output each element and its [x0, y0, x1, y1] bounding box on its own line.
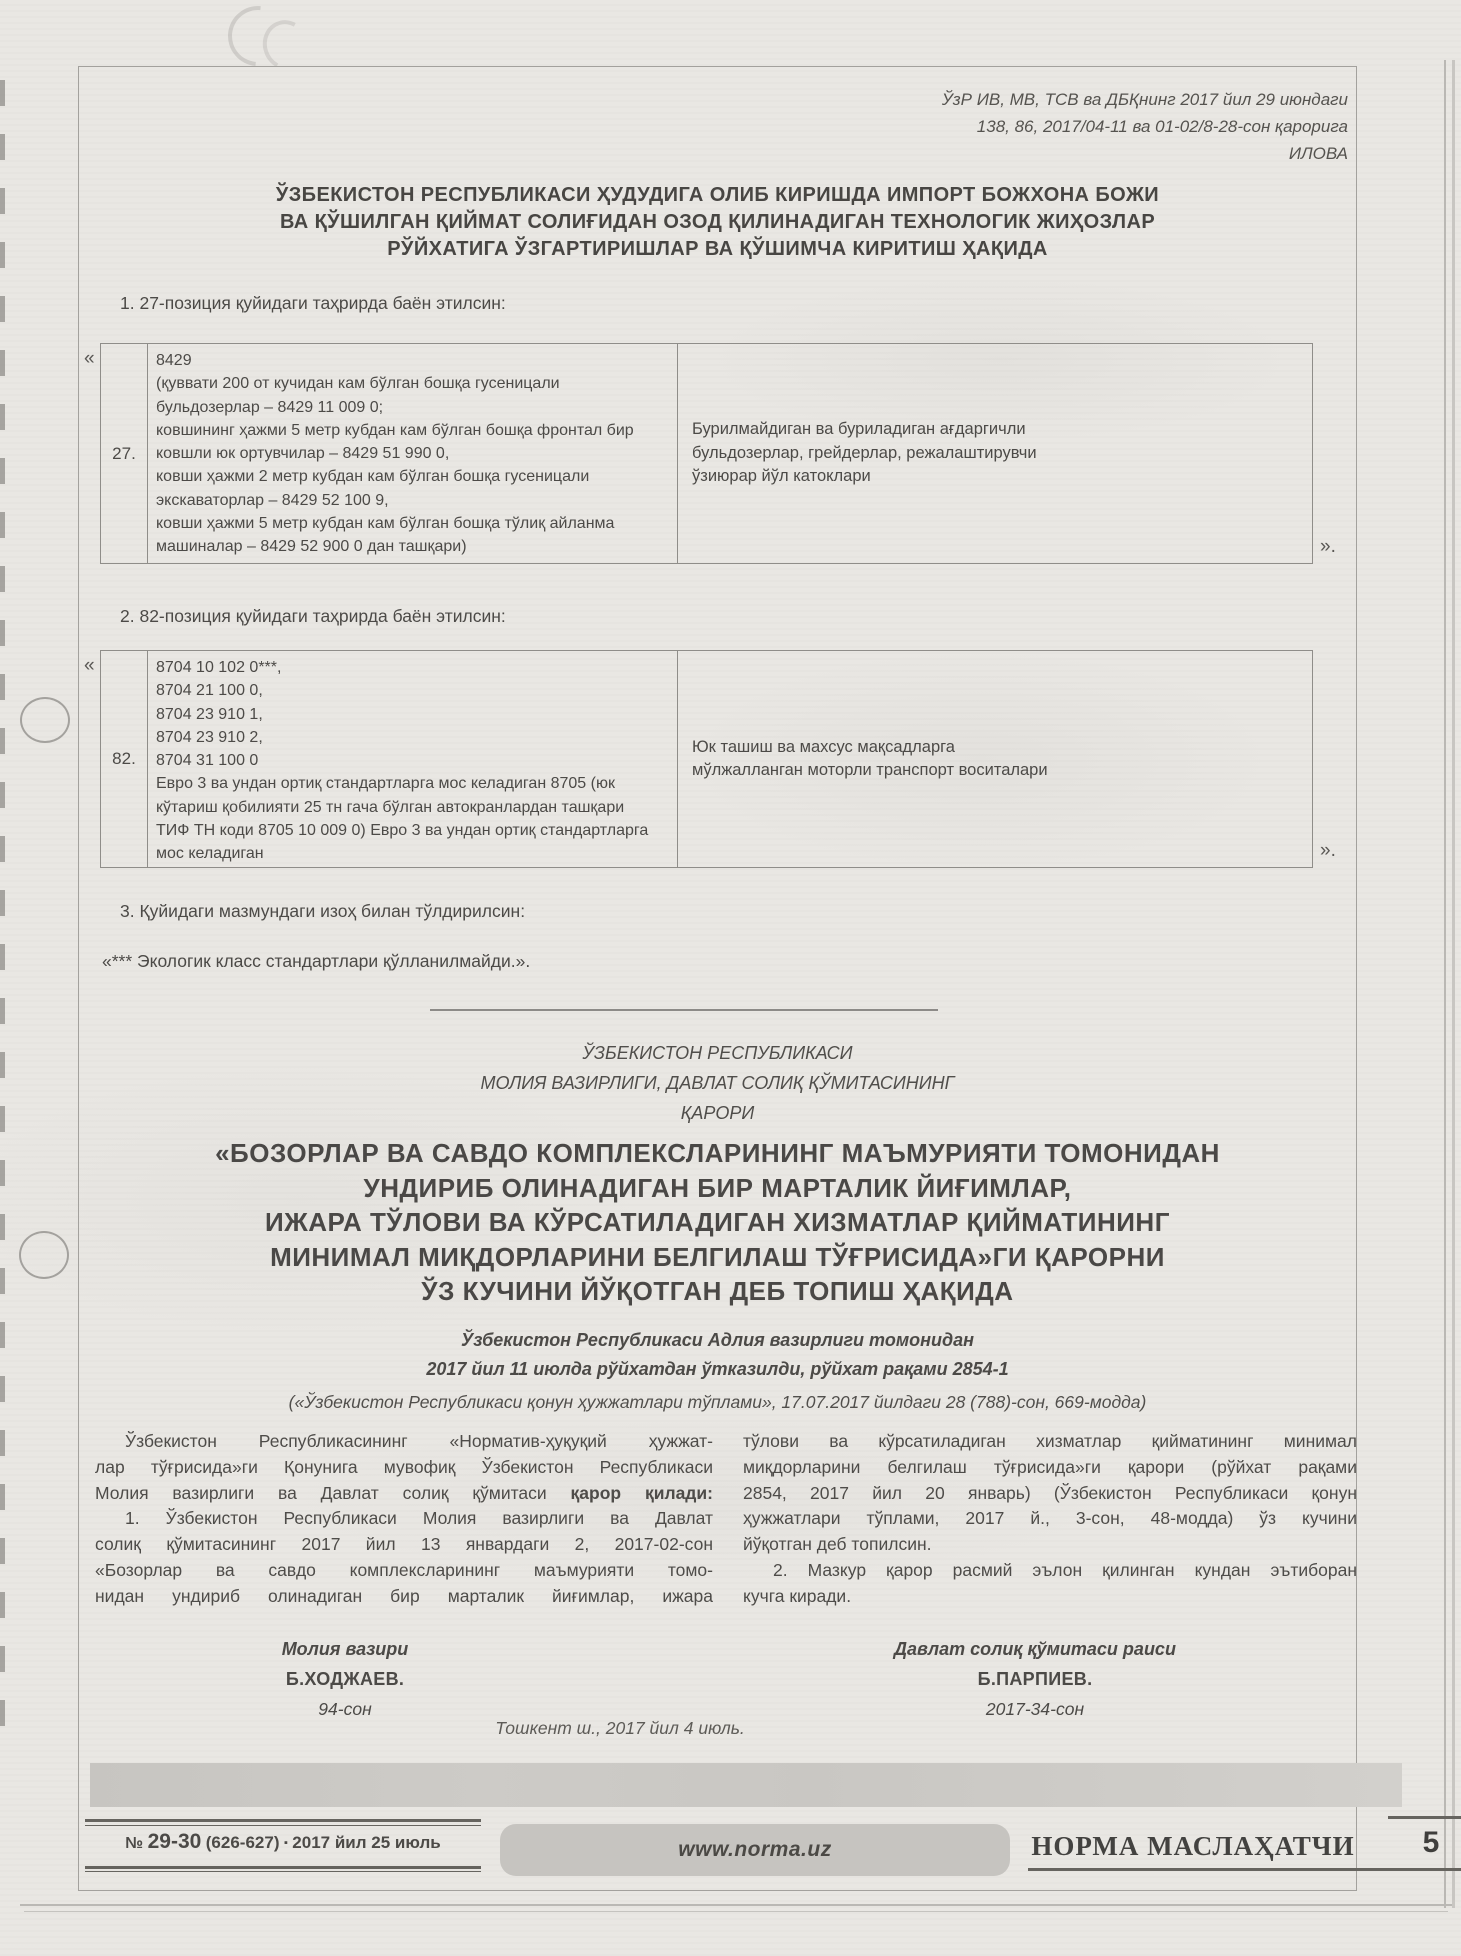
code-line: 8704 10 102 0***,: [156, 659, 282, 676]
table-27: [100, 343, 1313, 564]
margin-tick: [0, 1160, 5, 1186]
section-divider: [430, 1009, 938, 1011]
body-text-line: 2. Мазкур қарор расмий эълон қилинган кундан эътиборан: [773, 1559, 1357, 1580]
description-line: ўзиюрар йўл катоклари: [692, 467, 871, 486]
issue-separator-icon: ▪: [283, 1837, 288, 1849]
doc2-title-line: МИНИМАЛ МИҚДОРЛАРИНИ БЕЛГИЛАШ ТЎҒРИСИДА»ГИ ҚАРОРНИ: [270, 1241, 1165, 1272]
margin-tick: [0, 1214, 5, 1240]
margin-tick: [0, 350, 5, 376]
margin-tick: [0, 242, 5, 268]
code-line: 8704 23 910 1,: [156, 705, 263, 723]
table-27-open-quote: «: [84, 348, 95, 369]
margin-tick: [0, 1592, 5, 1618]
code-line: кўтариш қобилияти 25 тн гача бўлган автокранлардан ташқари: [156, 798, 625, 816]
code-line: 8704 23 910 2,: [156, 728, 263, 746]
margin-tick: [0, 512, 5, 538]
body-column-right: [743, 1431, 1357, 1612]
issuer-line: ҚАРОРИ: [680, 1103, 755, 1123]
registration-line: 2017 йил 11 июлда рўйхатдан ўтказилди, рўйхат рақами 2854-1: [426, 1358, 1009, 1379]
signature-name: Б.ПАРПИЕВ.: [977, 1669, 1093, 1689]
doc2-title-line: «БОЗОРЛАР ВА САВДО КОМПЛЕКСЛАРИНИНГ МАЪМУРИЯТИ ТОМОНИДАН: [215, 1138, 1220, 1168]
page-edge-shadow-bottom: [24, 1911, 1448, 1912]
footer-rule: [85, 1825, 481, 1826]
margin-tick: [0, 1700, 5, 1726]
doc1-title-line: ВА ҚЎШИЛГАН ҚИЙМАТ СОЛИҒИДАН ОЗОД ҚИЛИНАДИГАН ТЕХНОЛОГИК ЖИҲОЗЛАР: [279, 211, 1156, 233]
margin-tick: [0, 620, 5, 646]
doc2-registration: [90, 1326, 1345, 1383]
margin-tick: [0, 1106, 5, 1132]
margin-tick: [0, 1430, 5, 1456]
table-27-codes-cell: [148, 344, 678, 563]
description-line: мўлжалланган моторли транспорт воситалари: [692, 761, 1048, 779]
footer-rule: [1388, 1816, 1461, 1819]
body-text-line: 2854, 2017 йил 20 январь) (Ўзбекистон Республикаси қонун: [743, 1482, 1357, 1503]
description-line: Бурилмайдиган ва буриладиган ағдаргичли: [692, 420, 1026, 439]
table-82-codes-cell: [148, 651, 678, 867]
margin-tick: [0, 998, 5, 1024]
footer-rule: [85, 1871, 481, 1872]
footer-website: www.norma.uz: [500, 1824, 1010, 1876]
margin-tick: [0, 1268, 5, 1294]
issuer-line: ЎЗБЕКИСТОН РЕСПУБЛИКАСИ: [582, 1043, 853, 1063]
place-date-line: Тошкент ш., 2017 йил 4 июль.: [495, 1718, 745, 1738]
margin-tick: [0, 944, 5, 970]
table-27-description-cell: [678, 344, 1312, 563]
table-27-row-number: 27.: [101, 344, 148, 563]
issue-no-sign: №: [125, 1835, 144, 1852]
doc1-item1-label: 1. 27-позиция қуйидаги таҳрирда баён этилсин:: [120, 293, 506, 313]
margin-tick: [0, 890, 5, 916]
code-line: 8429: [156, 352, 192, 369]
issuer-line: МОЛИЯ ВАЗИРЛИГИ, ДАВЛАТ СОЛИҚ ҚЎМИТАСИНИНГ: [480, 1073, 955, 1093]
code-line: экскаваторлар – 8429 52 100 9,: [156, 491, 389, 509]
table-82-close-quote: ».: [1320, 840, 1336, 861]
binding-hole-bottom: [19, 1231, 69, 1279]
body-column-left: [95, 1431, 713, 1612]
doc2-title-line: ИЖАРА ТЎЛОВИ ВА КЎРСАТИЛАДИГАН ХИЗМАТЛАР ҚИЙМАТИНИНГ: [265, 1207, 1170, 1237]
code-line: Евро 3 ва ундан ортиқ стандартларга мос келадиган 8705 (юк: [156, 775, 615, 793]
body-text-line: «Бозорлар ва савдо комплексларининг маъмурияти томо-: [95, 1559, 713, 1580]
reference-line: 138, 86, 2017/04-11 ва 01-02/8-28-сон қарорига: [976, 117, 1348, 136]
margin-tick: [0, 1322, 5, 1348]
binding-hole-top: [20, 697, 70, 743]
body-text-line: нидан ундириб олинадиган бир марталик йиғимлар, ижара: [95, 1585, 713, 1606]
footer-rule: [85, 1819, 481, 1822]
body-text-line: миқдорларини белгилаш тўғрисида»ги қарори (рўйхат рақами: [743, 1456, 1357, 1477]
margin-tick: [0, 1052, 5, 1078]
body-text-line: Молия вазирлиги ва Давлат солиқ қўмитаси қарор қилади:: [95, 1482, 713, 1503]
margin-tick: [0, 134, 5, 160]
table-82-description-cell: [678, 651, 1312, 867]
code-line: ковши ҳажми 2 метр кубдан кам бўлган бошқа гусеницали: [156, 468, 590, 486]
margin-tick: [0, 674, 5, 700]
margin-tick: [0, 80, 5, 106]
code-line: ковши ҳажми 5 метр кубдан кам бўлган бошқа тўлиқ айланма: [156, 515, 615, 533]
code-line: машиналар – 8429 52 900 0 дан ташқари): [156, 538, 467, 556]
signature-role: Давлат солиқ қўмитаси раиси: [894, 1639, 1176, 1659]
signature-number: 2017-34-сон: [985, 1699, 1085, 1719]
signature-name: Б.ХОДЖАЕВ.: [285, 1669, 405, 1689]
code-line: (қуввати 200 от кучидан кам бўлган бошқа гусеницали: [156, 375, 560, 393]
margin-tick: [0, 458, 5, 484]
body-text-line: Ўзбекистон Республикасининг «Норматив-ҳуқуқий ҳужжат-: [125, 1431, 713, 1451]
margin-tick: [0, 1646, 5, 1672]
margin-tick: [0, 782, 5, 808]
code-line: ковшининг ҳажми 5 метр кубдан кам бўлган бошқа фронтал бир: [156, 421, 634, 439]
footer-issue: [85, 1830, 481, 1854]
doc2-source: («Ўзбекистон Республикаси қонун ҳужжатлари тўплами», 17.07.2017 йилдаги 28 (788)-сон, 669-модда): [288, 1392, 1147, 1412]
body-text-line: лар тўғрисида»ги Қонунига мувофиқ Ўзбекистон Республикаси: [95, 1456, 713, 1477]
doc1-item3-label: 3. Қуйидаги мазмундаги изоҳ билан тўлдирилсин:: [120, 901, 526, 921]
body-text-line: солиқ қўмитасининг 2017 йил 13 январдаги 2, 2017-02-сон: [95, 1534, 713, 1555]
body-text-line: ҳужжатлари тўплами, 2017 й., 3-сон, 48-модда) ўз кучини: [743, 1508, 1357, 1529]
body-text-line: йўқотган деб топилсин.: [743, 1534, 932, 1555]
reference-line: ЎзР ИВ, МВ, ТСВ ва ДБҚнинг 2017 йил 29 июндаги: [941, 90, 1348, 109]
pre-footer-band: [90, 1763, 1402, 1807]
margin-tick: [0, 836, 5, 862]
reference-line: ИЛОВА: [1288, 144, 1348, 163]
code-line: 8704 31 100 0: [156, 752, 259, 770]
doc2-title-line: ЎЗ КУЧИНИ ЙЎҚОТГАН ДЕБ ТОПИШ ҲАҚИДА: [421, 1276, 1014, 1306]
margin-tick: [0, 296, 5, 322]
page-edge-shadow-bottom: [20, 1904, 1452, 1906]
footer-page-number: 5: [1422, 1826, 1440, 1859]
code-line: мос келадиган: [156, 845, 264, 863]
signature-number: 94-сон: [318, 1699, 372, 1719]
margin-tick: [0, 1484, 5, 1510]
page-edge-shadow-right: [1444, 60, 1446, 1908]
doc1-title: [90, 182, 1345, 263]
issue-number: 29-30: [147, 1830, 202, 1853]
table-27-close-quote: ».: [1320, 536, 1336, 557]
footer-masthead: НОРМА МАСЛАҲАТЧИ: [1031, 1831, 1355, 1861]
code-line: бульдозерлар – 8429 11 009 0;: [156, 398, 384, 416]
footer-rule: [85, 1866, 481, 1869]
table-82-row-number: 82.: [101, 651, 148, 867]
issue-paren: (626-627): [205, 1833, 280, 1852]
margin-tick: [0, 1376, 5, 1402]
signature-role: Молия вазири: [281, 1639, 409, 1659]
doc2-title: [85, 1136, 1350, 1309]
margin-tick: [0, 566, 5, 592]
body-text-line: тўлови ва кўрсатиладиган хизматлар қийматининг минимал: [743, 1431, 1357, 1451]
description-line: Юк ташиш ва махсус мақсадларга: [692, 737, 955, 756]
doc1-item2-label: 2. 82-позиция қуйидаги таҳрирда баён этилсин:: [120, 606, 506, 626]
description-line: бульдозерлар, грейдерлар, режалаштирувчи: [692, 443, 1037, 462]
page-border: [78, 66, 1357, 1891]
table-82-open-quote: «: [84, 655, 95, 676]
doc1-title-line: ЎЗБЕКИСТОН РЕСПУБЛИКАСИ ҲУДУДИГА ОЛИБ КИРИШДА ИМПОРТ БОЖХОНА БОЖИ: [275, 184, 1160, 206]
doc2-issuer: [90, 1038, 1345, 1128]
issue-date: 2017 йил 25 июль: [292, 1833, 441, 1852]
table-82: [100, 650, 1313, 868]
page-edge-shadow-right: [1452, 60, 1455, 1908]
code-line: ТИФ ТН коди 8705 10 009 0) Евро 3 ва ундан ортиқ стандартларга: [156, 822, 649, 840]
margin-tick: [0, 188, 5, 214]
registration-line: Ўзбекистон Республикаси Адлия вазирлиги томонидан: [461, 1330, 974, 1350]
margin-tick: [0, 1538, 5, 1564]
footer-rule: [1028, 1868, 1461, 1871]
code-line: 8704 21 100 0,: [156, 682, 263, 700]
body-text-line: 1. Ўзбекистон Республикаси Молия вазирлиги ва Давлат: [125, 1508, 713, 1529]
signature-right: [820, 1634, 1250, 1724]
margin-tick: [0, 404, 5, 430]
code-line: ковшли юк ортувчилар – 8429 51 990 0,: [156, 445, 450, 463]
signature-left: [165, 1634, 525, 1724]
body-text-line: кучга киради.: [743, 1585, 852, 1606]
doc2-title-line: УНДИРИБ ОЛИНАДИГАН БИР МАРТАЛИК ЙИҒИМЛАР,: [363, 1172, 1072, 1203]
doc1-title-line: РЎЙХАТИГА ЎЗГАРТИРИШЛАР ВА ҚЎШИМЧА КИРИТИШ ҲАҚИДА: [387, 238, 1048, 260]
decree-reference: [942, 86, 1348, 167]
footnote-text: «*** Экологик класс стандартлари қўлланилмайди.».: [102, 951, 531, 971]
margin-tick: [0, 728, 5, 754]
